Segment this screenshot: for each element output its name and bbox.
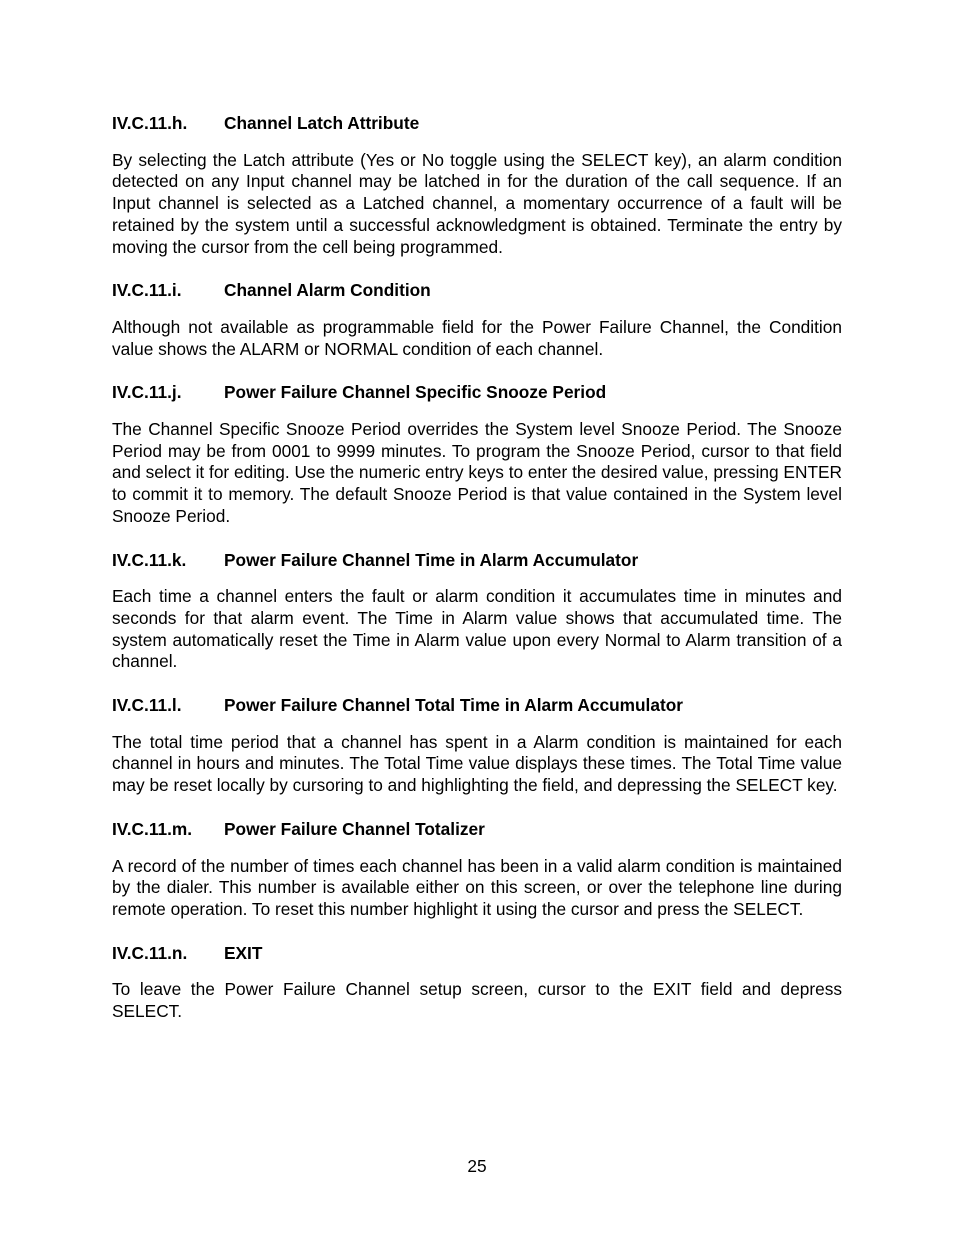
section-number: IV.C.11.m.: [112, 818, 193, 839]
section-title: Channel Latch Attribute: [224, 113, 420, 133]
section-title: Power Failure Channel Totalizer: [224, 818, 485, 839]
section-number: IV.C.11.k.: [112, 549, 187, 570]
section-body: Each time a channel enters the fault or alarm condition it accumulates time in minutes and seconds for that alarm event. The Time in Alarm value shows that accumulated time. The system automatically reset the Time in Alarm value upon every Normal to Alarm transition of a channel.: [112, 586, 842, 672]
section-title: Power Failure Channel Time in Alarm Accumulator: [224, 549, 639, 570]
section-body: The Channel Specific Snooze Period overrides the System level Snooze Period. The Snooze Period may be from 0001 to 9999 minutes. To program the Snooze Period, cursor to that field and select it for editing. Use the numeric entry keys to enter the desired value, pressing ENTER to commit it to memory. The default Snooze Period is that value contained in the System level Snooze Period.: [112, 419, 843, 526]
section-number: IV.C.11.j.: [112, 382, 182, 403]
section-snooze-period: [112, 382, 842, 527]
section-number: IV.C.11.i.: [112, 280, 182, 301]
section-body: To leave the Power Failure Channel setup screen, cursor to the EXIT field and depress SELECT.: [112, 979, 842, 1022]
section-total-time-in-alarm: [112, 695, 842, 797]
section-title: Channel Alarm Condition: [224, 280, 431, 301]
page-number: 25: [467, 1156, 487, 1176]
section-heading: [112, 280, 842, 302]
section-heading: [112, 550, 842, 572]
section-body: By selecting the Latch attribute (Yes or No toggle using the SELECT key), an alarm condition detected on any Input channel may be latched in for the duration of the call sequence. If an Input channel is selected as a Latched channel, a momentary occurrence of a fault will be retained by the system until a successful acknowledgment is obtained. Terminate the entry by moving the cursor from the cell being programmed.: [112, 149, 842, 257]
section-body: The total time period that a channel has spent in a Alarm condition is maintained for each channel in hours and minutes. The Total Time value displays these times. The Total Time value may be reset locally by cursoring to and highlighting the field, and depressing the SELECT key.: [112, 731, 842, 796]
section-time-in-alarm: [112, 550, 842, 674]
section-heading: [112, 819, 842, 841]
section-totalizer: [112, 819, 842, 921]
section-body: A record of the number of times each channel has been in a valid alarm condition is maintained by the dialer. This number is available either on this screen, or over the telephone line during remote operation. To reset this number highlight it using the cursor and press the SELECT.: [112, 855, 842, 919]
section-title: Power Failure Channel Specific Snooze Period: [224, 382, 607, 403]
section-body: Although not available as programmable field for the Power Failure Channel, the Condition value shows the ALARM or NORMAL condition of each channel.: [112, 316, 842, 359]
section-heading: [112, 382, 842, 404]
section-number: IV.C.11.h.: [112, 113, 188, 133]
section-title: EXIT: [224, 942, 263, 963]
section-heading: [112, 113, 842, 135]
section-number: IV.C.11.l.: [112, 695, 182, 716]
document-content: [112, 113, 842, 1045]
section-exit: [112, 943, 842, 1023]
section-title: Power Failure Channel Total Time in Alarm Accumulator: [224, 695, 684, 716]
section-heading: [112, 943, 842, 965]
section-channel-alarm-condition: [112, 280, 842, 360]
section-heading: [112, 695, 842, 717]
section-number: IV.C.11.n.: [112, 942, 188, 963]
section-channel-latch-attribute: [112, 113, 842, 258]
